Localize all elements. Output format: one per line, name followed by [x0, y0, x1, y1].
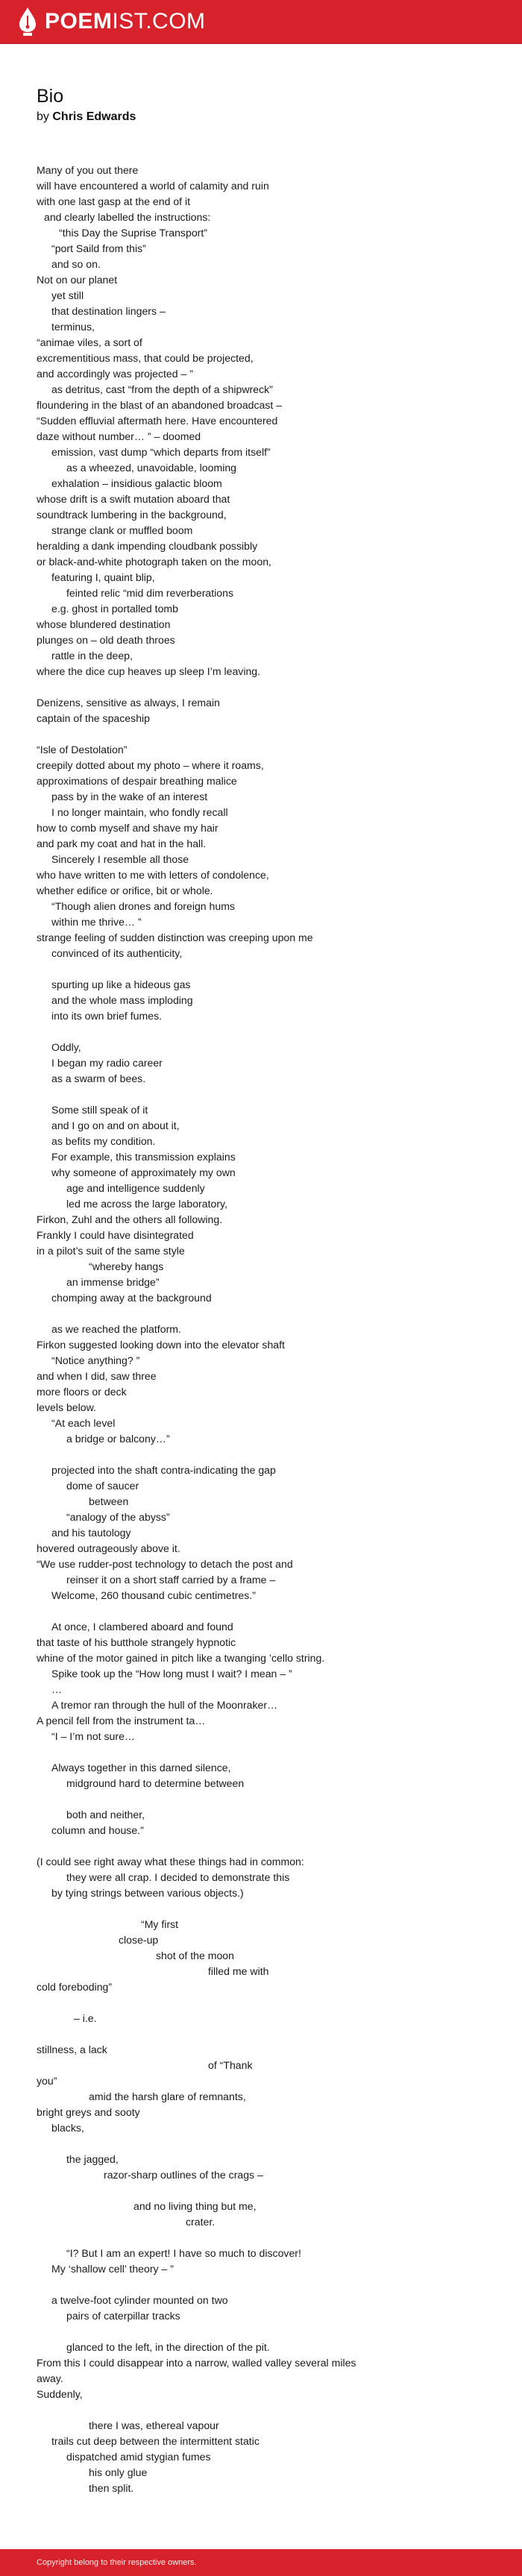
poem-line: and no living thing but me,	[133, 2200, 257, 2212]
poem-line: featuring I, quaint blip,	[51, 571, 155, 583]
poem-line: whose blundered destination	[37, 618, 171, 630]
poem-line: Denizens, sensitive as always, I remain	[37, 697, 220, 709]
poem-line: My ‘shallow cell’ theory – ”	[51, 2263, 174, 2275]
stanza-break	[37, 1995, 499, 2011]
poem-line: Firkon suggested looking down into the elevator shaft	[37, 1339, 285, 1351]
poem-line: away.	[37, 2372, 63, 2384]
poem-line: crater.	[186, 2216, 216, 2228]
stanza-break	[37, 1901, 499, 1917]
poem-line: blacks,	[51, 2122, 84, 2134]
poem-line: as befits my condition.	[51, 1135, 156, 1147]
poem-line: convinced of its authenticity,	[51, 947, 183, 959]
poem-line: “whereby hangs	[89, 1260, 164, 1272]
author-link[interactable]	[52, 110, 136, 123]
poem-line: creepily dotted about my photo – where it roams,	[37, 759, 264, 771]
poem-line: will have encountered a world of calamity and ruin	[37, 180, 269, 192]
poem-line: e.g. ghost in portalled tomb	[51, 603, 179, 615]
poem-line: a bridge or balcony…”	[66, 1433, 170, 1445]
poem-line: by tying strings between various objects.)	[51, 1887, 244, 1899]
poem-line: approximations of despair breathing malice	[37, 775, 237, 787]
poem-line: yet still	[51, 289, 84, 301]
stanza-break	[37, 1447, 499, 1463]
stanza-break	[37, 2324, 499, 2340]
stanza-break	[37, 726, 499, 742]
poem-line: (I could see right away what these things had in common:	[37, 1856, 304, 1867]
poem-line: Welcome, 260 thousand cubic centimetres.”	[51, 1589, 256, 1601]
poem-line: “Though alien drones and foreign hums	[51, 900, 236, 912]
poem-line: column and house.”	[51, 1824, 144, 1836]
poem-line: and the whole mass imploding	[51, 994, 193, 1006]
poem-line: an immense bridge”	[66, 1276, 160, 1288]
poem-line: daze without number… ” – doomed	[37, 430, 201, 442]
stanza-break	[37, 1838, 499, 1854]
poem-line: heralding a dank impending cloudbank possibly	[37, 540, 258, 552]
poem-line: “We use rudder-post technology to detach the post and	[37, 1558, 293, 1570]
poem-line: Spike took up the “How long must I wait? I mean – ”	[51, 1668, 292, 1680]
copyright-text: Copyright belong to their respective owners.	[37, 2558, 197, 2567]
poem-line: his only glue	[89, 2466, 148, 2478]
poem-line: and I go on and on about it,	[51, 1119, 180, 1131]
poem-line: Some still speak of it	[51, 1104, 148, 1116]
poem-line: “Sudden effluvial aftermath here. Have encountered	[37, 415, 278, 427]
poem-line: glanced to the left, in the direction of the pit.	[66, 2341, 270, 2353]
poem-line: in a pilot’s suit of the same style	[37, 1245, 185, 1257]
poem-line: age and intelligence suddenly	[66, 1182, 205, 1194]
poem-line: midground hard to determine between	[66, 1777, 245, 1789]
inkpen-nib-icon	[15, 7, 40, 37]
poem-line: you”	[37, 2075, 57, 2087]
poem-line: strange clank or muffled boom	[51, 524, 193, 536]
poem-line: the jagged,	[66, 2153, 119, 2165]
poem-line: as a swarm of bees.	[51, 1072, 146, 1084]
poem-line: they were all crap. I decided to demonstrate this	[66, 1871, 290, 1883]
poem-line: “this Day the Suprise Transport”	[59, 227, 207, 239]
poem-line: filled me with	[208, 1965, 269, 1977]
poem-line: then split.	[89, 2482, 134, 2494]
poem-line: or black-and-white photograph taken on the moon,	[37, 556, 271, 568]
poem-line: A pencil fell from the instrument ta…	[37, 1715, 206, 1727]
poem-line: and when I did, saw three	[37, 1370, 157, 1382]
stanza-break	[37, 2230, 499, 2246]
poem-line: exhalation – insidious galactic bloom	[51, 477, 222, 489]
poem-line: into its own brief fumes.	[51, 1010, 163, 1022]
poem-line: “Isle of Destolation”	[37, 744, 128, 755]
poem-line: chomping away at the background	[51, 1292, 212, 1304]
poem-line: rattle in the deep,	[51, 650, 133, 662]
stanza-break	[37, 1603, 499, 1619]
poem-line: dome of saucer	[66, 1480, 139, 1492]
poem-line: shot of the moon	[156, 1950, 234, 1961]
poem-line: there I was, ethereal vapour	[89, 2419, 219, 2431]
poem-line: At once, I clambered aboard and found	[51, 1621, 233, 1633]
stanza-break	[37, 1087, 499, 1102]
poem-line: projected into the shaft contra-indicating the gap	[51, 1464, 276, 1476]
poem-line: Firkon, Zuhl and the others all following.	[37, 1213, 223, 1225]
poem-line: – i.e.	[74, 2012, 97, 2024]
poem-line: both and neither,	[66, 1809, 145, 1821]
site-footer	[0, 2549, 522, 2576]
poem-line: “My first	[141, 1918, 179, 1930]
poem-line: and so on.	[51, 258, 101, 270]
poem-line: I began my radio career	[51, 1057, 163, 1069]
stanza-break	[37, 2277, 499, 2293]
poem-line: bright greys and sooty	[37, 2106, 140, 2118]
poem-line: led me across the large laboratory,	[66, 1198, 227, 1210]
poem-line: a twelve-foot cylinder mounted on two	[51, 2294, 228, 2306]
poem-line: Suddenly,	[37, 2388, 83, 2400]
poem-line: and his tautology	[51, 1527, 131, 1539]
poem-line: “analogy of the abyss”	[66, 1511, 170, 1523]
author-name: Chris Edwards	[52, 110, 136, 123]
poem-line: “port Saild from this”	[51, 242, 146, 254]
poem-line: as detritus, cast “from the depth of a shipwreck”	[51, 383, 273, 395]
poem-line: pairs of caterpillar tracks	[66, 2310, 180, 2322]
poem-line: For example, this transmission explains	[51, 1151, 236, 1163]
stanza-break	[37, 961, 499, 977]
poem-line: “animae viles, a sort of	[37, 336, 142, 348]
logo-bold: POEM	[45, 9, 113, 34]
stanza-break	[37, 2402, 499, 2418]
poem-line: as a wheezed, unavoidable, looming	[66, 462, 237, 474]
poem-line: whine of the motor gained in pitch like a twanging ’cello string.	[37, 1652, 325, 1664]
poem-line: terminus,	[51, 321, 95, 333]
poem-line: whether edifice or orifice, bit or whole.	[37, 885, 213, 896]
poem-line: stillness, a lack	[37, 2043, 107, 2055]
poem-line: Always together in this darned silence,	[51, 1762, 231, 1774]
poem-line: “At each level	[51, 1417, 116, 1429]
poem-line: with one last gasp at the end of it	[37, 195, 191, 207]
poem-line: more floors or deck	[37, 1386, 127, 1398]
poem-line: floundering in the blast of an abandoned broadcast –	[37, 399, 283, 411]
poem-line: of “Thank	[208, 2059, 253, 2071]
poem-line: Not on our planet	[37, 274, 118, 286]
poem-line: captain of the spaceship	[37, 712, 151, 724]
logo-thin: IST.COM	[112, 9, 206, 34]
poem-line: close-up	[119, 1934, 159, 1946]
poem-line: as we reached the platform.	[51, 1323, 181, 1335]
poem-line: and accordingly was projected – ”	[37, 368, 193, 380]
poem-line: that destination lingers –	[51, 305, 166, 317]
poem-line: Oddly,	[51, 1041, 81, 1053]
poem-line: From this I could disappear into a narrow, walled valley several miles	[37, 2357, 356, 2369]
poem-line: soundtrack lumbering in the background,	[37, 509, 227, 521]
stanza-break	[37, 2136, 499, 2152]
poem-line: amid the harsh glare of remnants,	[89, 2090, 246, 2102]
stanza-break	[37, 1791, 499, 1807]
poem-line: plunges on – old death throes	[37, 634, 175, 646]
poem-line: spurting up like a hideous gas	[51, 978, 191, 990]
byline-prefix: by	[37, 110, 49, 123]
poem-line: within me thrive… ”	[51, 916, 142, 928]
poem-line: I no longer maintain, who fondly recall	[51, 806, 228, 818]
poem-line: …	[51, 1683, 63, 1695]
poem-line: razor-sharp outlines of the crags –	[104, 2169, 263, 2181]
poem-line: A tremor ran through the hull of the Moonraker…	[51, 1699, 278, 1711]
poem-line: and clearly labelled the instructions:	[44, 211, 211, 223]
poem-line: trails cut deep between the intermittent static	[51, 2435, 260, 2447]
poem-line: pass by in the wake of an interest	[51, 791, 208, 802]
stanza-break	[37, 2026, 499, 2042]
poem-line: hovered outrageously above it.	[37, 1542, 180, 1554]
byline	[37, 110, 136, 124]
poem-title: Bio	[37, 86, 64, 107]
site-header	[0, 0, 522, 44]
poem-line: how to comb myself and shave my hair	[37, 822, 218, 834]
poem-body	[37, 163, 499, 2496]
stanza-break	[37, 679, 499, 695]
poem-line: Sincerely I resemble all those	[51, 853, 189, 865]
stanza-break	[37, 1306, 499, 1322]
poem-line: Many of you out there	[37, 164, 139, 176]
poem-line: levels below.	[37, 1401, 96, 1413]
poem-line: “Notice anything? ”	[51, 1354, 140, 1366]
poem-line: excrementitious mass, that could be projected,	[37, 352, 254, 364]
poem-line: where the dice cup heaves up sleep I’m leaving.	[37, 665, 261, 677]
stanza-break	[37, 1744, 499, 1760]
poem-line: who have written to me with letters of condolence,	[37, 869, 269, 881]
poem-line: between	[89, 1495, 129, 1507]
poem-line: “I – I’m not sure…	[51, 1730, 135, 1742]
poem-line: “I? But I am an expert! I have so much to discover!	[66, 2247, 301, 2259]
poem-line: and park my coat and hat in the hall.	[37, 838, 207, 849]
stanza-break	[37, 2183, 499, 2199]
site-logo-link[interactable]	[15, 7, 206, 37]
site-logo-text	[45, 7, 206, 37]
poem-line: Frankly I could have disintegrated	[37, 1229, 194, 1241]
poem-line: that taste of his butthole strangely hypnotic	[37, 1636, 236, 1648]
poem-line: strange feeling of sudden distinction was creeping upon me	[37, 932, 313, 943]
poem-line: why someone of approximately my own	[51, 1166, 236, 1178]
poem-line: reinser it on a short staff carried by a frame –	[66, 1574, 276, 1586]
stanza-break	[37, 1024, 499, 1040]
poem-line: feinted relic “mid dim reverberations	[66, 587, 234, 599]
poem-line: dispatched amid stygian fumes	[66, 2451, 211, 2463]
poem-line: cold foreboding”	[37, 1981, 113, 1993]
poem-line: emission, vast dump “which departs from itself”	[51, 446, 271, 458]
poem-line: whose drift is a swift mutation aboard that	[37, 493, 230, 505]
